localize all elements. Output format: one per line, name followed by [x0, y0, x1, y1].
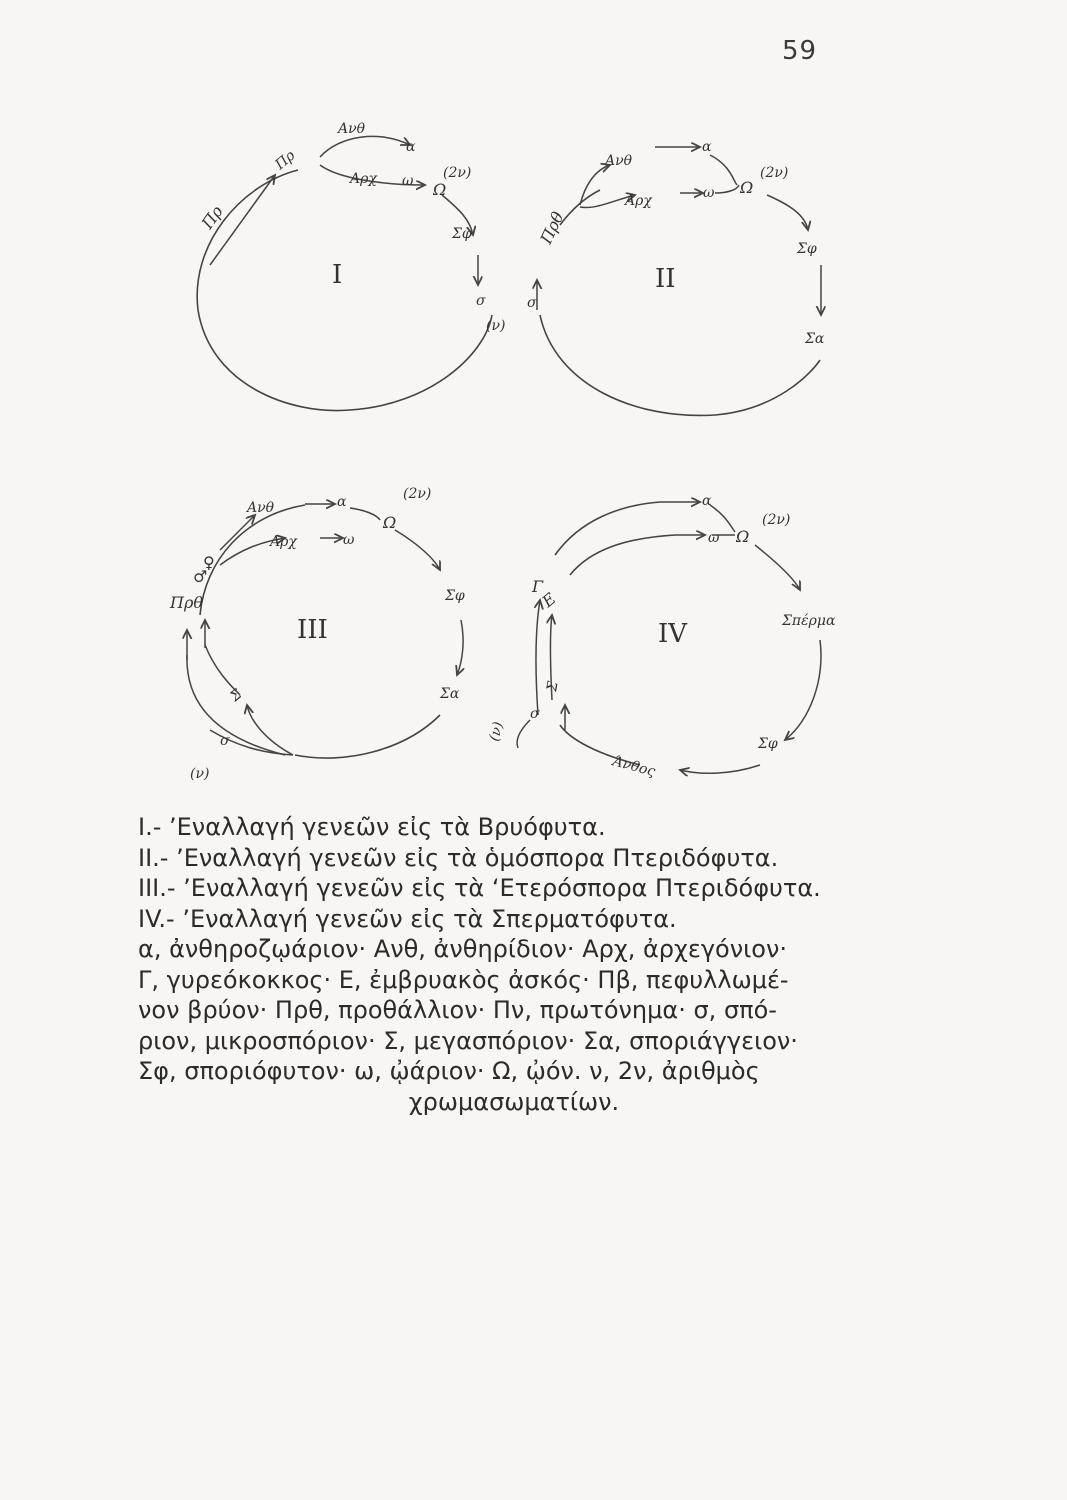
label-pro: Πρ: [197, 202, 227, 233]
label-alpha: α: [702, 493, 712, 509]
label-prth: Πρθ: [170, 593, 203, 612]
label-sigma: σ: [476, 293, 486, 309]
label-omega-cap: Ω: [736, 527, 750, 546]
label-omega-cap: Ω: [740, 178, 754, 197]
roman-label: II: [655, 264, 676, 294]
legend-line: α, ἀνθηροζῳάριον· Ανθ, ἀνθηρίδιον· Αρχ, ἀρχεγόνιον·: [138, 935, 787, 963]
label-2n: (2ν): [443, 165, 472, 181]
label-sperma: Σπέρμα: [782, 613, 836, 629]
cycle-arc: [540, 315, 820, 415]
diagram-IV: [486, 480, 880, 790]
label-alpha: α: [406, 139, 416, 155]
label-arch: Αρχ: [350, 171, 377, 187]
label-n: (ν): [190, 766, 210, 782]
cycle-arc: [295, 715, 440, 758]
label-omega: ω: [708, 530, 720, 546]
female-symbol: ♀: [203, 553, 215, 572]
label-sigma-small: σ: [530, 706, 540, 722]
label-n: (ν): [486, 720, 507, 744]
figure-caption: [138, 812, 898, 1117]
caption-line-III: III.- ’Εναλλαγή γενεῶν εἰς τὰ ‘Ετερόσπορα Πτεριδόφυτα.: [138, 874, 821, 902]
cycle-arc: [197, 170, 492, 411]
diagram-III: [165, 470, 495, 790]
legend-line: νον βρύον· Πρθ, προθάλλιον· Πν, πρωτόνημα· σ, σπό-: [138, 996, 777, 1024]
label-omega: ω: [343, 532, 355, 548]
male-symbol: ♂: [193, 567, 208, 586]
legend-line: Γ, γυρεόκοκκος· Ε, ἐμβρυακὸς ἀσκός· Πβ, πεφυλλωμέ-: [138, 965, 789, 994]
diagram-II: [505, 135, 855, 425]
label-sigma-cap: Σ: [544, 680, 562, 693]
label-anth: Ανθ: [338, 121, 366, 137]
label-2n: (2ν): [403, 486, 432, 502]
label-epsilon: Ε: [538, 588, 560, 612]
label-omega: ω: [703, 185, 715, 201]
caption-line-I: I.- ’Εναλλαγή γενεῶν εἰς τὰ Βρυόφυτα.: [138, 813, 606, 841]
label-gamma: Γ: [532, 577, 544, 596]
label-sf: Σφ: [758, 736, 778, 752]
label-pro: Πρθ: [536, 208, 568, 247]
label-arch: Αρχ: [625, 193, 652, 209]
label-omega-cap: Ω: [383, 513, 397, 532]
label-n: (ν): [486, 318, 506, 334]
legend-line: Σφ, σποριόφυτον· ω, ᾠάριον· Ω, ᾠόν. ν, 2ν, ἀριθμὸς: [138, 1057, 760, 1085]
label-2n: (2ν): [760, 165, 789, 181]
label-sf: Σφ: [797, 241, 817, 257]
label-arch: Αρχ: [270, 534, 297, 550]
label-anth: Ανθ: [605, 153, 633, 169]
roman-label: IV: [658, 619, 688, 649]
label-alpha: α: [702, 139, 712, 155]
roman-label: I: [332, 260, 343, 290]
label-omega-cap: Ω: [433, 180, 447, 199]
legend-last-line: χρωμασωματίων.: [408, 1087, 620, 1116]
label-sigma-cap: Σ: [227, 686, 246, 706]
label-pro-top: Πρ: [272, 147, 299, 174]
label-sa: Σα: [440, 686, 460, 702]
caption-line-IV: IV.- ’Εναλλαγή γενεῶν εἰς τὰ Σπερματόφυτα.: [138, 904, 677, 933]
label-sigma: σ: [527, 295, 537, 311]
roman-label: III: [297, 615, 328, 645]
label-sf: Σφ: [445, 588, 465, 604]
label-sf: Σφ: [452, 226, 472, 242]
label-omega: ω: [402, 173, 414, 189]
label-2n: (2ν): [762, 512, 791, 528]
label-sigma-small: σ: [220, 733, 230, 749]
label-anth: Ανθ: [247, 500, 275, 516]
label-alpha: α: [337, 494, 347, 510]
legend-line: ριον, μικροσπόριον· Σ, μεγασπόριον· Σα, σποριάγγειον·: [138, 1026, 798, 1055]
label-anthos: Άνθος: [610, 753, 657, 781]
page-number: 59: [782, 36, 818, 66]
label-sa: Σα: [805, 331, 825, 347]
caption-line-II: II.- ’Εναλλαγή γενεῶν εἰς τὰ ὁμόσπορα Πτεριδόφυτα.: [138, 843, 779, 872]
diagram-I: [180, 115, 520, 425]
